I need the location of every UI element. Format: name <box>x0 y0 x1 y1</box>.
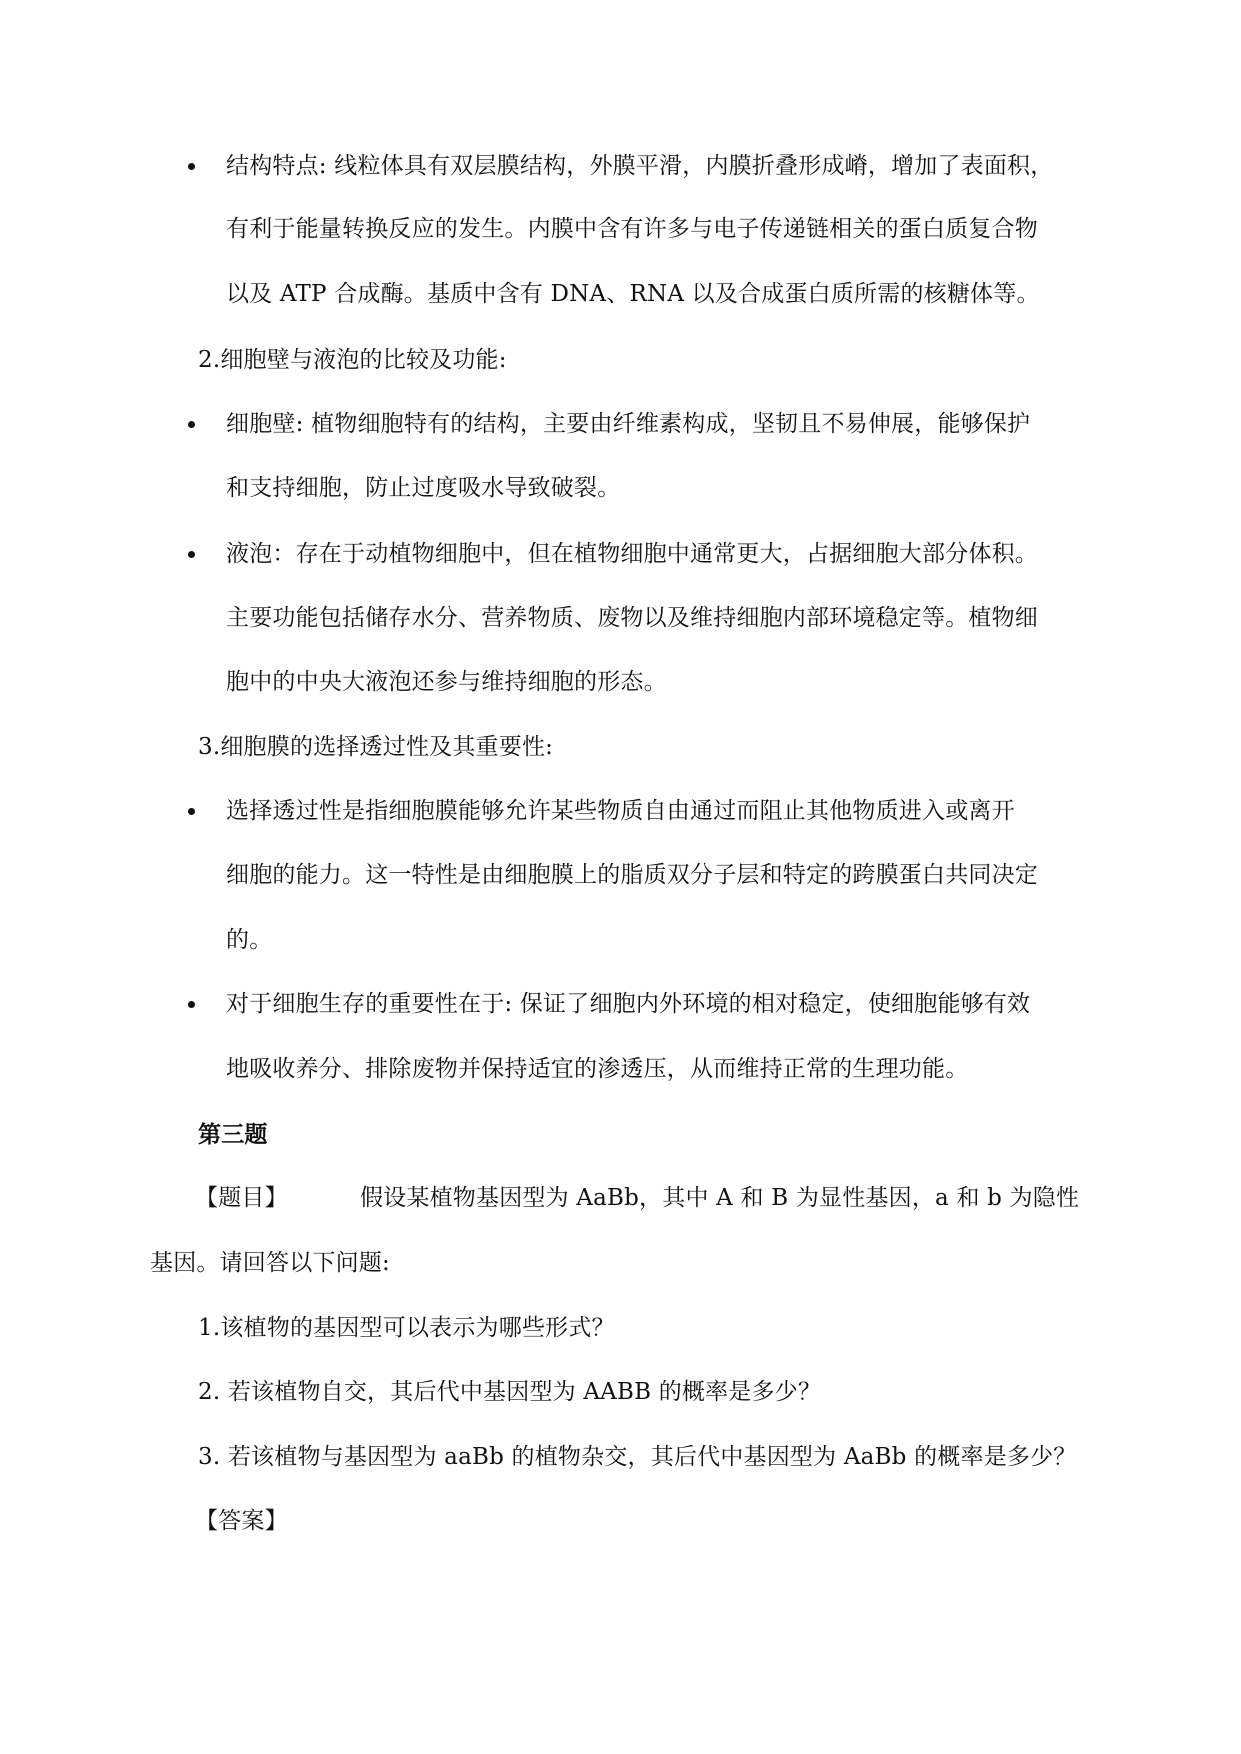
answer-label: 【答案】 <box>195 1508 288 1534</box>
selective-line-3: 的。 <box>226 927 273 953</box>
prompt-label: 【题目】 <box>195 1185 288 1211</box>
structure-line-1: 结构特点: 线粒体具有双层膜结构，外膜平滑，内膜折叠形成嵴，增加了表面积， <box>226 153 1054 179</box>
sub-question-3: 3. 若该植物与基因型为 aaBb 的植物杂交，其后代中基因型为 AaBb 的概率是多少？ <box>198 1444 1077 1470</box>
importance-line-1: 对于细胞生存的重要性在于: 保证了细胞内外环境的相对稳定，使细胞能够有效 <box>226 991 1031 1017</box>
prompt-line-2: 基因。请回答以下问题: <box>150 1250 390 1276</box>
question-title: 第三题 <box>198 1121 268 1148</box>
bullet-dot <box>188 551 195 558</box>
sub-question-2: 2. 若该植物自交，其后代中基因型为 AABB 的概率是多少？ <box>198 1379 822 1405</box>
heading-cellwall-vacuole: 2.细胞壁与液泡的比较及功能: <box>198 347 507 373</box>
bullet-dot <box>188 1001 195 1008</box>
bullet-dot <box>188 421 195 428</box>
importance-line-2: 地吸收养分、排除废物并保持适宜的渗透压，从而维持正常的生理功能。 <box>226 1056 969 1082</box>
vacuole-line-3: 胞中的中央大液泡还参与维持细胞的形态。 <box>226 669 667 695</box>
selective-line-2: 细胞的能力。这一特性是由细胞膜上的脂质双分子层和特定的跨膜蛋白共同决定 <box>226 862 1038 888</box>
bullet-dot <box>188 808 195 815</box>
structure-line-2: 有利于能量转换反应的发生。内膜中含有许多与电子传递链相关的蛋白质复合物 <box>226 216 1038 242</box>
vacuole-line-2: 主要功能包括储存水分、营养物质、废物以及维持细胞内部环境稳定等。植物细 <box>226 605 1038 631</box>
sub-question-1: 1.该植物的基因型可以表示为哪些形式？ <box>198 1315 615 1341</box>
prompt-line-1: 假设某植物基因型为 AaBb，其中 A 和 B 为显性基因，a 和 b 为隐性 <box>360 1185 1080 1211</box>
cellwall-line-1: 细胞壁: 植物细胞特有的结构，主要由纤维素构成，坚韧且不易伸展，能够保护 <box>226 411 1031 437</box>
heading-selective-permeability: 3.细胞膜的选择透过性及其重要性: <box>198 734 554 760</box>
selective-line-1: 选择透过性是指细胞膜能够允许某些物质自由通过而阻止其他物质进入或离开 <box>226 798 1015 824</box>
structure-line-3: 以及 ATP 合成酶。基质中含有 DNA、RNA 以及合成蛋白质所需的核糖体等。 <box>226 281 1040 307</box>
cellwall-line-2: 和支持细胞，防止过度吸水导致破裂。 <box>226 475 621 501</box>
vacuole-line-1: 液泡：存在于动植物细胞中，但在植物细胞中通常更大，占据细胞大部分体积。 <box>226 541 1038 567</box>
bullet-dot <box>188 163 195 170</box>
